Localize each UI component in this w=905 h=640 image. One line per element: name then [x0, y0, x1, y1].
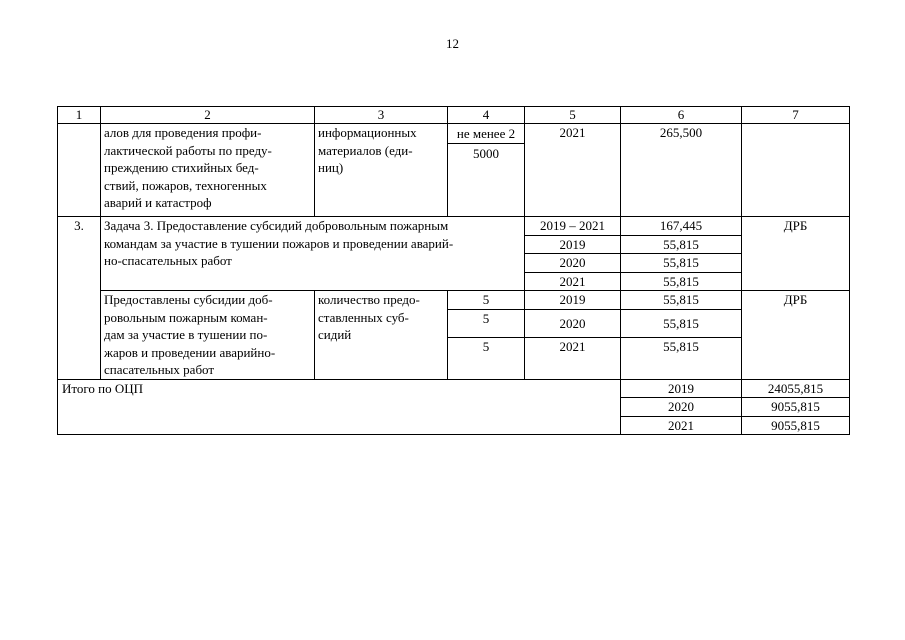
page-number: 12: [446, 36, 459, 51]
text-line: ствий, пожаров, техногенных: [104, 177, 267, 193]
total-label: Итого по ОЦП: [58, 379, 621, 435]
year-cell: 2021: [525, 337, 621, 379]
text-line: преждению стихийных бед-: [104, 160, 259, 175]
table-row: [58, 124, 850, 217]
amount-cell: 9055,815: [742, 398, 850, 417]
table-row: [58, 291, 850, 310]
year-cell: 2020: [621, 398, 742, 417]
year-cell: 2019: [525, 235, 621, 254]
amount-cell: 9055,815: [742, 416, 850, 435]
text-line: лактической работы по преду-: [104, 142, 272, 158]
text-line: ставленных суб-: [318, 309, 409, 325]
value-cell: 5: [448, 291, 525, 310]
header-cell: 6: [621, 107, 742, 124]
amount-cell: 55,815: [621, 235, 742, 254]
header-cell: 3: [315, 107, 448, 124]
text-line: жаров и проведении аварийно-: [104, 344, 276, 360]
header-cell: 2: [101, 107, 315, 124]
result-description: [101, 291, 315, 380]
value-cell: [448, 124, 525, 217]
text-line: ниц): [318, 160, 344, 175]
table-row: [58, 379, 850, 398]
text-line: спасательных работ: [104, 362, 215, 377]
amount-cell: 55,815: [621, 272, 742, 291]
text-line: но-спасательных работ: [104, 253, 232, 268]
amount-cell: 55,815: [621, 337, 742, 379]
amount-cell: 24055,815: [742, 379, 850, 398]
amount-cell: 167,445: [621, 217, 742, 236]
year-cell: 2020: [525, 310, 621, 337]
source-cell: ДРБ: [742, 217, 850, 291]
amount-cell: 55,815: [621, 291, 742, 310]
num-cell: [58, 124, 101, 217]
value-cell: 5: [448, 337, 525, 379]
value-cell: 5: [448, 310, 525, 337]
text-line: командам за участие в тушении пожаров и проведении аварий-: [104, 235, 454, 251]
source-cell: ДРБ: [742, 291, 850, 380]
text-line: алов для проведения профи-: [104, 125, 262, 140]
indicator-cell: [315, 291, 448, 380]
indicator-cell: [315, 124, 448, 217]
header-cell: 1: [58, 107, 101, 124]
amount-cell: 265,500: [621, 124, 742, 217]
amount-cell: 55,815: [621, 310, 742, 337]
year-cell: 2020: [525, 254, 621, 273]
text-line: Предоставлены субсидии доб-: [104, 292, 273, 307]
year-cell: 2019: [525, 291, 621, 310]
text-line: Задача 3. Предоставление субсидий добровольным пожарным: [104, 218, 449, 233]
text-line: ровольным пожарным коман-: [104, 309, 268, 325]
value-b: 5000: [473, 146, 499, 161]
program-table: [57, 106, 850, 435]
year-cell: 2021: [525, 272, 621, 291]
text-line: дам за участие в тушении по-: [104, 327, 268, 342]
text-line: информационных: [318, 125, 417, 140]
task-number: 3.: [58, 217, 101, 380]
table-row: [58, 217, 850, 236]
year-cell: 2021: [525, 124, 621, 217]
value-a: не менее 2: [448, 124, 524, 144]
header-cell: 5: [525, 107, 621, 124]
text-line: материалов (еди-: [318, 142, 413, 158]
text-line: количество предо-: [318, 292, 420, 307]
year-cell: 2019: [621, 379, 742, 398]
description-cell: [101, 124, 315, 217]
text-line: аварий и катастроф: [104, 195, 212, 210]
year-cell: 2019 – 2021: [525, 217, 621, 236]
source-cell: [742, 124, 850, 217]
amount-cell: 55,815: [621, 254, 742, 273]
task-description: [101, 217, 525, 291]
header-row: [58, 107, 850, 124]
text-line: сидий: [318, 327, 352, 342]
year-cell: 2021: [621, 416, 742, 435]
header-cell: 4: [448, 107, 525, 124]
header-cell: 7: [742, 107, 850, 124]
